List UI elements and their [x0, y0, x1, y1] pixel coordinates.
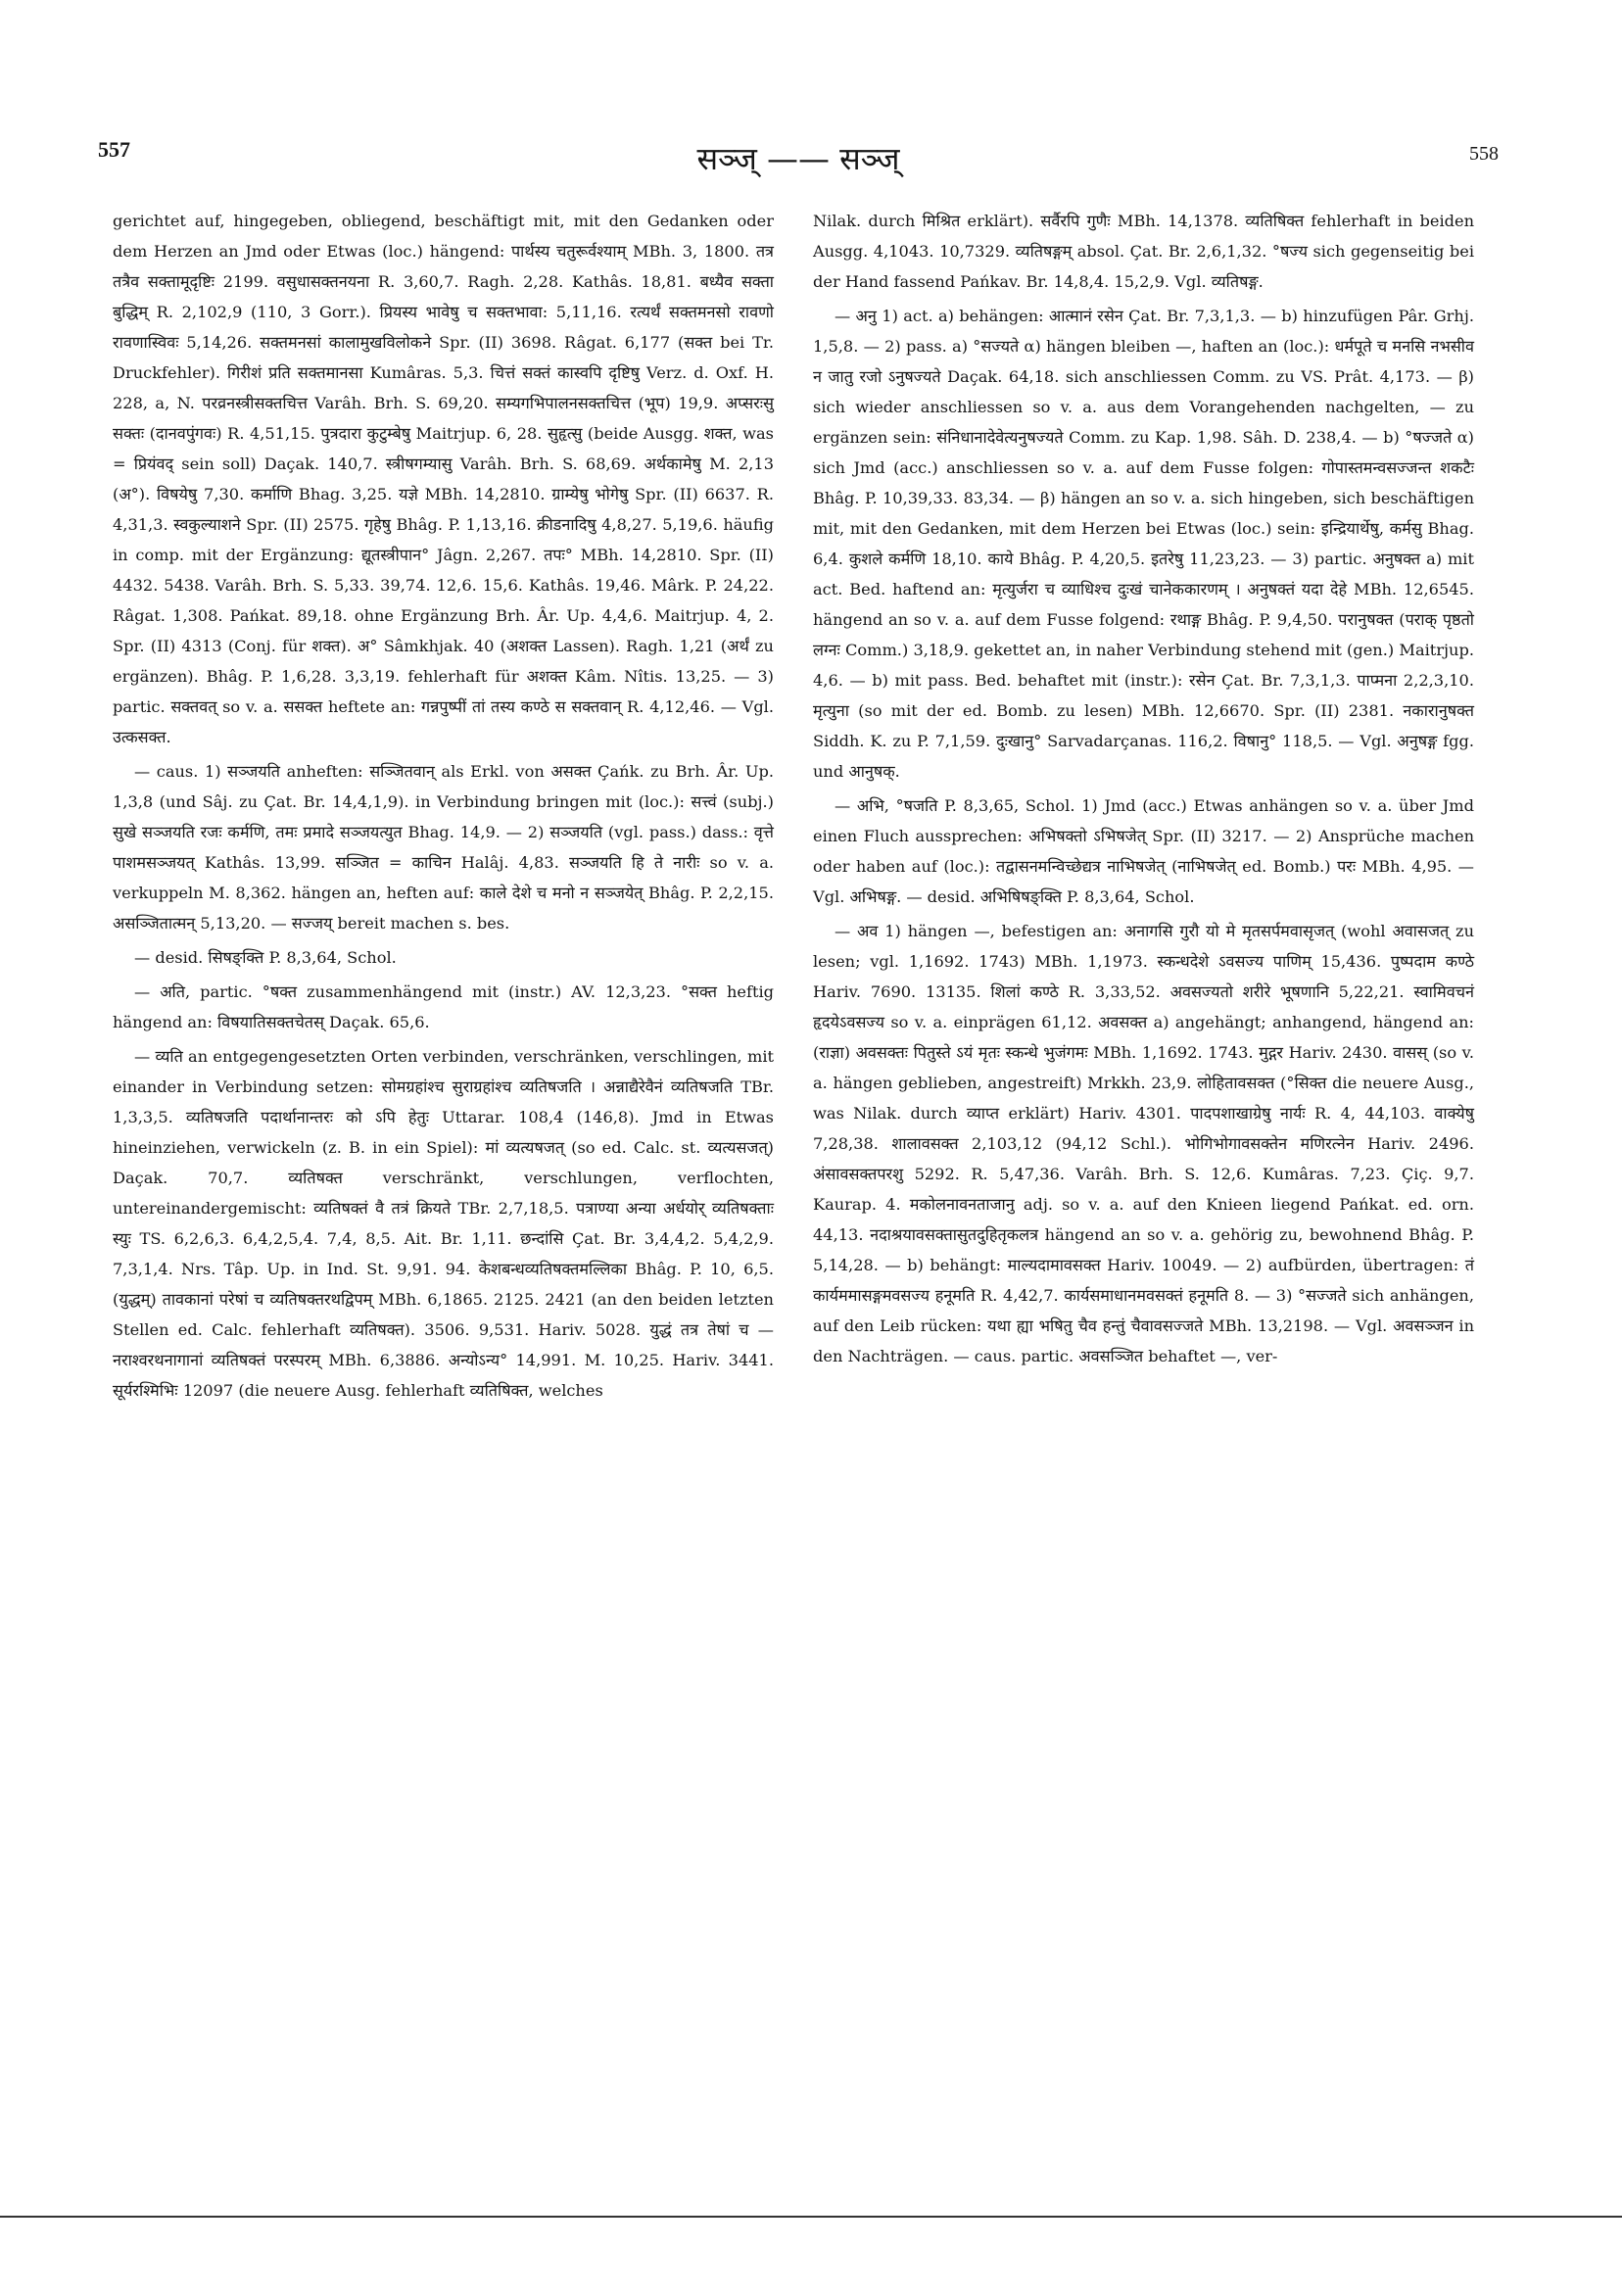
entry-paragraph: — अभि, °षजति P. 8,3,65, Schol. 1) Jmd (acc.) Etwas anhängen so v. a. über Jmd einen Fluch aussprechen: अभिषक्तो ऽभिषजेत् Spr. (II) 3217. — 2) Ansprüche machen oder haben auf (loc.): तद्वासनमन्विच्छेद्यत्र नाभिषजेत् (नाभिषजेत् ed. Bomb.) परः MBh. 4,95. — Vgl. अभिषङ्ग. — desid. अभिषिषङ्क्ति P. 8,3,64, Schol.	[813, 796, 1474, 906]
entry-paragraph: — desid. सिषङ्क्ति P. 8,3,64, Schol.	[134, 948, 397, 967]
left-column	[113, 206, 774, 1410]
entry-paragraph: — व्यति an entgegengesetzten Orten verbinden, verschränken, verschlingen, mit einander in Verbindung setzen: सोमग्रहांश्च सुराग्रहांश्च व्यतिषजति । अन्नाद्यैरेवैनं व्यतिषजति TBr. 1,3,3,5. व्यतिषजति पदार्थानान्तरः को ऽपि हेतुः Uttarar. 108,4 (146,8). Jmd in Etwas hineinziehen, verwickeln (z. B. in ein Spiel): मां व्यत्यषजत् (so ed. Calc. st. व्यत्यसजत्) Daçak. 70,7. व्यतिषक्त verschränkt, verschlungen, verflochten, untereinandergemischt: व्यतिषक्तं वै तत्रं क्रियते TBr. 2,7,18,5. पत्राण्या अन्या अर्धयोर् व्यतिषक्ताः स्युः TS. 6,2,6,3. 6,4,2,5,4. 7,4, 8,5. Ait. Br. 1,11. छन्दांसि Çat. Br. 3,4,4,2. 5,4,2,9. 7,3,1,4. Nrs. Tâp. Up. in Ind. St. 9,91. 94. केशबन्धव्यतिषक्तमल्लिका Bhâg. P. 10, 6,5. (युद्धम्) तावकानां परेषां च व्यतिषक्तरथद्विपम् MBh. 6,1865. 2125. 2421 (an den beiden letzten Stellen ed. Calc. fehlerhaft व्यतिषक्त). 3506. 9,531. Hariv. 5028. युद्धं तत्र तेषां च — नराश्वरथनागानां व्यतिषक्तं परस्परम् MBh. 6,3886. अन्योऽन्य° 14,991. M. 10,25. Hariv. 3441. सूर्यरश्मिभिः 12097 (die neuere Ausg. fehlerhaft व्यतिषिक्त, welches	[113, 1047, 774, 1400]
right-column	[813, 206, 1474, 1375]
page-number-left: 557	[98, 137, 130, 162]
bottom-rule	[0, 2216, 1622, 2218]
page-number-right: 558	[1469, 143, 1499, 165]
entry-paragraph: — अति, partic. °षक्त zusammenhängend mit (instr.) AV. 12,3,23. °सक्त heftig hängend an: विषयातिसक्तचेतस् Daçak. 65,6.	[113, 982, 774, 1031]
entry-paragraph: — caus. 1) सञ्जयति anheften: सञ्जितवान् als Erkl. von असक्त Çańk. zu Brh. Âr. Up. 1,3,8 (und Sâj. zu Çat. Br. 14,4,1,9). in Verbindung bringen mit (loc.): सत्त्वं (subj.) सुखे सञ्जयति रजः कर्मणि, तमः प्रमादे सञ्जयत्युत Bhag. 14,9. — 2) सञ्जयति (vgl. pass.) dass.: वृत्ते पाशमसञ्जयत् Kathâs. 13,99. सञ्जित = काचिन Halâj. 4,83. सञ्जयति हि ते नारीः so v. a. verkuppeln M. 8,362. hängen an, heften auf: काले देशे च मनो न सञ्जयेत् Bhâg. P. 2,2,15. असञ्जितात्मन् 5,13,20. — सज्जय् bereit machen s. bes.	[113, 762, 774, 933]
entry-paragraph: — अनु 1) act. a) behängen: आत्मानं रसेन Çat. Br. 7,3,1,3. — b) hinzufügen Pâr. Grhj. 1,5,8. — 2) pass. a) °सज्यते α) hängen bleiben —, haften an (loc.): धर्मपूते च मनसि नभसीव न जातु रजो ऽनुषज्यते Daçak. 64,18. sich anschliessen Comm. zu VS. Prât. 4,173. — β) sich wieder anschliessen so v. a. aus dem Vorangehenden nachgelten, — zu ergänzen sein: संनिधानादेवेत्यनुषज्यते Comm. zu Kap. 1,98. Sâh. D. 238,4. — b) °षज्जते α) sich Jmd (acc.) anschliessen so v. a. auf dem Fusse folgen: गोपास्तमन्वसज्जन्त शकटैः Bhâg. P. 10,39,33. 83,34. — β) hängen an so v. a. sich hingeben, sich beschäftigen mit, mit den Gedanken, mit dem Herzen bei Etwas (loc.) sein: इन्द्रियार्थेषु, कर्मसु Bhag. 6,4. कुशले कर्मणि 18,10. काये Bhâg. P. 4,20,5. इतरेषु 11,23,23. — 3) partic. अनुषक्त a) mit act. Bed. haftend an: मृत्युर्जरा च व्याधिश्च दुःखं चानेककारणम् । अनुषक्तं यदा देहे MBh. 12,6545. hängend an so v. a. auf dem Fusse folgend: रथाङ्ग Bhâg. P. 9,4,50. परानुषक्त (पराक् पृष्ठतो लग्नः Comm.) 3,18,9. gekettet an, in naher Verbindung stehend mit (gen.) Maitrjup. 4,6. — b) mit pass. Bed. behaftet mit (instr.): रसेन Çat. Br. 7,3,1,3. पाप्मना 2,2,3,10. मृत्युना (so mit der ed. Bomb. zu lesen) MBh. 12,6670. Spr. (II) 2381. नकारानुषक्त Siddh. K. zu P. 7,1,59. दुःखानु° Sarvadarçanas. 116,2. विषानु° 118,5. — Vgl. अनुषङ्ग fgg. und आनुषक्.	[813, 307, 1474, 781]
entry-paragraph: Nilak. durch मिश्रित erklärt). सर्वैरपि गुणैः MBh. 14,1378. व्यतिषिक्त fehlerhaft in beiden Ausgg. 4,1043. 10,7329. व्यतिषङ्गम् absol. Çat. Br. 2,6,1,32. °षज्य sich gegenseitig bei der Hand fassend Pańkav. Br. 14,8,4. 15,2,9. Vgl. व्यतिषङ्ग.	[813, 212, 1474, 291]
page-header	[98, 137, 1499, 186]
entry-paragraph: — अव 1) hängen —, befestigen an: अनागसि गुरौ यो मे मृतसर्पमवासृजत् (wohl अवासजत् zu lesen; vgl. 1,1692. 1743) MBh. 1,1973. स्कन्धदेशे ऽवसज्य पाणिम् 15,436. पुष्पदाम कण्ठे Hariv. 7690. 13135. शिलां कण्ठे R. 3,33,52. अवसज्यतो शरीरे भूषणानि 5,22,21. स्वामिवचनं हृदयेऽवसज्य so v. a. einprägen 61,12. अवसक्त a) angehängt; anhangend, hängend an: (राज्ञा) अवसक्तः पितुस्ते ऽयं मृतः स्कन्धे भुजंगमः MBh. 1,1692. 1743. मुद्गर Hariv. 2430. वासस् (so v. a. hängen geblieben, angestreift) Mrkkh. 23,9. लोहितावसक्त (°सिक्त die neuere Ausg., was Nilak. durch व्याप्त erklärt) Hariv. 4301. पादपशाखाग्रेषु नार्यः R. 4, 44,103. वाक्येषु 7,28,38. शालावसक्त 2,103,12 (94,12 Schl.). भोगिभोगावसक्तेन मणिरत्नेन Hariv. 2496. अंसावसक्तपरशु 5292. R. 5,47,36. Varâh. Brh. S. 12,6. Kumâras. 7,23. Çiç. 9,7. Kaurap. 4. मकोलनावनताजानु adj. so v. a. auf den Knieen liegend Pańkat. ed. orn. 44,13. नदाश्रयावसक्तासुतदुहितृकलत्र hängend an so v. a. gehörig zu, bewohnend Bhâg. P. 5,14,28. — b) behängt: माल्यदामावसक्त Hariv. 10049. — 2) aufbürden, übertragen: तं कार्यममासङ्गमवसज्य हनूमति R. 4,42,7. कार्यसमाधानमवसक्तं हनूमति 8. — 3) °सज्जते sich anhängen, auf den Leib rücken: यथा ह्या भषितु चैव हन्तुं चैवावसज्जते MBh. 13,2198. — Vgl. अवसञ्जन in den Nachträgen. — caus. partic. अवसञ्जित behaftet —, ver-	[813, 922, 1474, 1365]
running-headword: सञ्ज् —— सञ्ज्	[696, 140, 900, 177]
entry-paragraph: gerichtet auf, hingegeben, obliegend, beschäftigt mit, mit den Gedanken oder dem Herzen an Jmd oder Etwas (loc.) hängend: पार्थस्य चतुरूर्वश्याम् MBh. 3, 1800. तत्र तत्रैव सक्तामूदृष्टिः 2199. वसुधासक्तनयना R. 3,60,7. Ragh. 2,28. Kathâs. 18,81. बध्यैव सक्ता बुद्धिम् R. 2,102,9 (110, 3 Gorr.). प्रियस्य भावेषु च सक्तभावा: 5,11,16. रत्यर्थं सक्तमनसो रावणो रावणास्विवः 5,14,26. सक्तमनसां कालामुखविलोकने Spr. (II) 3698. Râgat. 6,177 (सक्त bei Tr. Druckfehler). गिरीशं प्रति सक्तमानसा Kumâras. 5,3. चित्तं सक्तं कास्वपि दृष्टिषु Verz. d. Oxf. H. 228, a, N. परव्रनस्त्रीसक्तचित्त Varâh. Brh. S. 69,20. सम्यगभिपालनसक्तचित्त (भूप) 19,9. अप्सरःसु सक्तः (दानवपुंगवः) R. 4,51,15. पुत्रदारा कुटुम्बेषु Maitrjup. 6, 28. सुहृत्सु (beide Ausgg. शक्त, was = प्रियंवद् sein soll) Daçak. 140,7. स्त्रीषगम्यासु Varâh. Brh. S. 68,69. अर्थकामेषु M. 2,13 (अ°). विषयेषु 7,30. कर्माणि Bhag. 3,25. यज्ञे MBh. 14,2810. ग्राम्येषु भोगेषु Spr. (II) 6637. R. 4,31,3. स्वकुल्याशने Spr. (II) 2575. गृहेषु Bhâg. P. 1,13,16. क्रीडनादिषु 4,8,27. 5,19,6. häufig in comp. mit der Ergänzung: द्यूतस्त्रीपान° Jâgn. 2,267. तपः° MBh. 14,2810. Spr. (II) 4432. 5438. Varâh. Brh. S. 5,33. 39,74. 12,6. 15,6. Kathâs. 19,46. Mârk. P. 24,22. Râgat. 1,308. Pańkat. 89,18. ohne Ergänzung Brh. Âr. Up. 4,4,6. Maitrjup. 4, 2. Spr. (II) 4313 (Conj. für शक्त). अ° Sâmkhjak. 40 (अशक्त Lassen). Ragh. 1,21 (अर्थं zu ergänzen). Bhâg. P. 1,6,28. 3,3,19. fehlerhaft für अशक्त Kâm. Nîtis. 13,25. — 3) partic. सक्तवत् so v. a. ससक्त heftete an: गन्नपुष्पीं तां तस्य कण्ठे स सक्तवान् R. 4,12,46. — Vgl. उत्कसक्त.	[113, 212, 774, 746]
